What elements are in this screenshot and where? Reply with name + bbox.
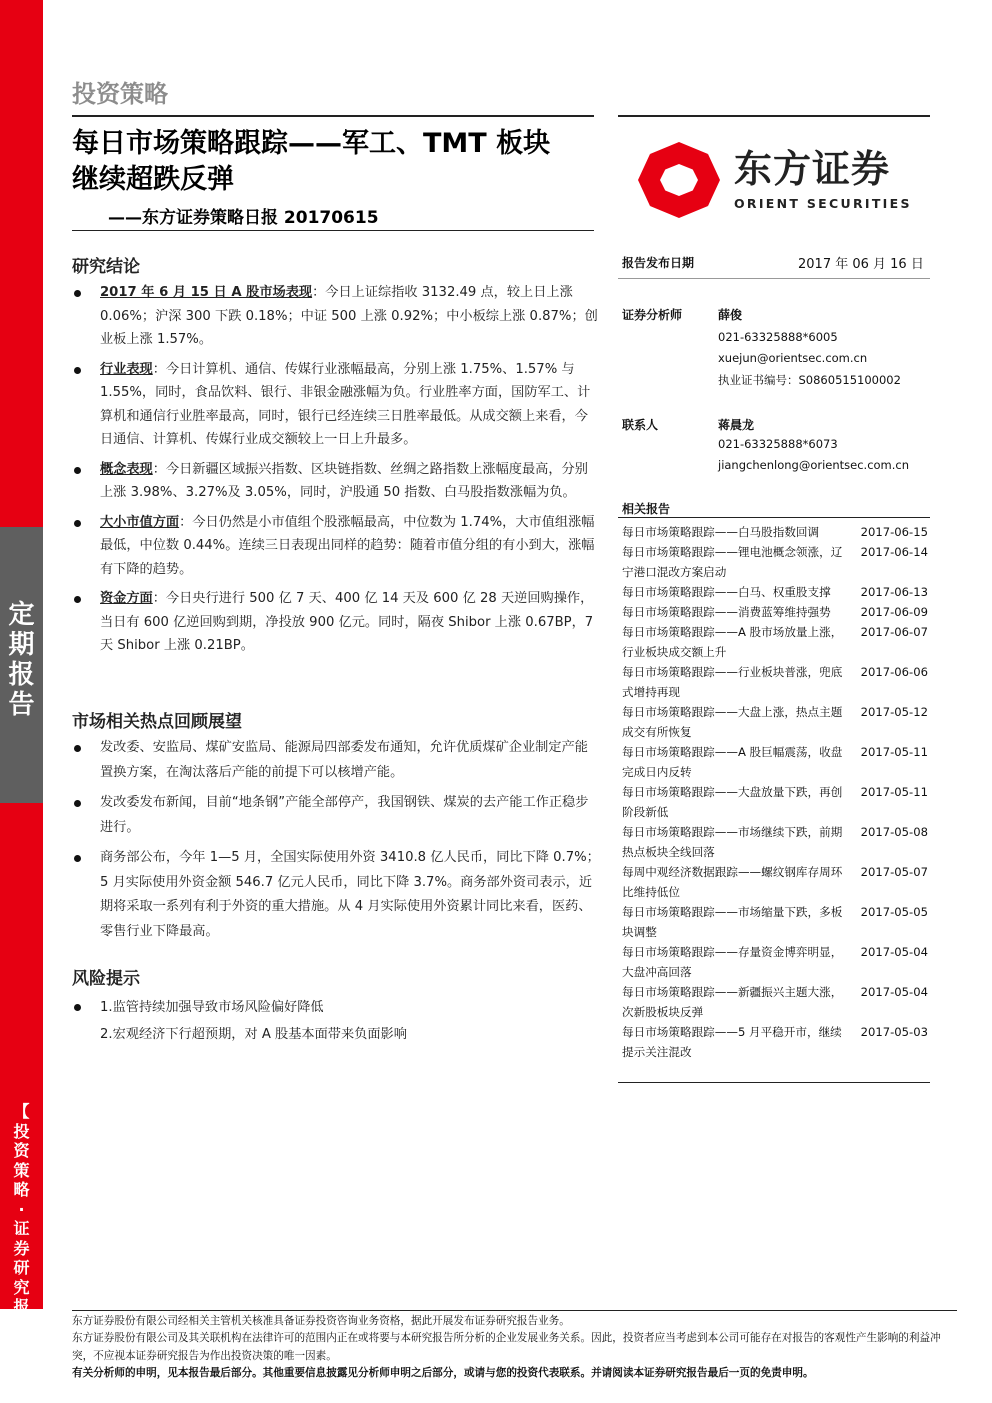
contact-email[interactable]: jiangchenlong@orientsec.com.cn <box>718 458 910 472</box>
logo-chinese-name: 东方证券 <box>734 147 891 191</box>
header-rule-right <box>618 115 930 117</box>
related-report-title: 每日市场策略跟踪——白马股指数回调 <box>622 525 820 539</box>
related-report-title: 每日市场策略跟踪——市场继续下跌，前期热点板块全线回落 <box>622 825 843 859</box>
conclusion-item <box>72 587 600 658</box>
related-report-title: 每日市场策略跟踪——大盘上涨，热点主题成交有所恢复 <box>622 705 843 739</box>
report-category: 投资策略 <box>72 80 168 108</box>
conclusion-item <box>72 458 600 505</box>
title-line-2: 继续超跌反弹 <box>72 164 234 195</box>
risk-item: 2.宏观经济下行超预期，对 A 股基本面带来负面影响 <box>100 1027 407 1042</box>
related-report-date: 2017-06-07 <box>860 625 928 639</box>
bullet-icon <box>74 800 81 807</box>
related-report-title: 每日市场策略跟踪——新疆振兴主题大涨，次新股板块反弹 <box>622 985 843 1019</box>
conclusion-item <box>72 281 600 352</box>
analyst-cert: 执业证书编号：S0860515100002 <box>718 373 901 387</box>
conclusion-item <box>72 358 600 452</box>
conclusion-text: ：今日仍然是小市值组个股涨幅最高，中位数为 1.74%，大市值组涨幅最低，中位数 0.44%。连续三日表现出同样的趋势：随着市值分组的有小到大，涨幅有下降的趋势。 <box>100 514 595 577</box>
logo-mark-icon <box>636 140 722 220</box>
bullet-icon <box>74 367 81 374</box>
disclaimer-line-2: 东方证券股份有限公司及其关联机构在法律许可的范围内正在或将要与本研究报告所分析的企业发展业务关系。因此，投资者应当考虑到本公司可能存在对报告的客观性产生影响的利益冲突，不应视本证券研究报告为作出投资决策的唯一因素。 <box>72 1332 941 1362</box>
conclusion-item <box>72 511 600 582</box>
risks-heading: 风险提示 <box>72 969 140 989</box>
hotspot-text: 发改委、安监局、煤矿安监局、能源局四部委发布通知，允许优质煤矿企业制定产能置换方案，在淘汰落后产能的前提下可以核增产能。 <box>100 740 588 780</box>
bullet-icon <box>74 596 81 603</box>
related-report-date: 2017-05-04 <box>860 945 928 959</box>
related-report-date: 2017-06-09 <box>860 605 928 619</box>
conclusion-text: ：今日新疆区域振兴指数、区块链指数、丝绸之路指数上涨幅度最高，分别上涨 3.98%、3.27%及 3.05%，同时，沪股通 50 指数、白马股指数涨幅为负。 <box>100 461 588 500</box>
bullet-icon <box>74 745 81 752</box>
related-report-item[interactable] <box>622 1022 930 1062</box>
sidebar-red-top <box>0 0 43 527</box>
related-report-item[interactable] <box>622 702 930 742</box>
related-report-item[interactable] <box>622 662 930 702</box>
hotspot-item <box>72 791 600 840</box>
related-report-item[interactable] <box>622 862 930 902</box>
footer-rule <box>72 1310 957 1311</box>
related-report-item[interactable] <box>622 742 930 782</box>
related-report-item[interactable] <box>622 522 930 542</box>
related-reports-list <box>622 522 930 1062</box>
sidebar-report-type-label: 定 期 报 告 <box>8 600 35 720</box>
conclusions-heading: 研究结论 <box>72 257 140 277</box>
related-report-title: 每日市场策略跟踪——A 股市场放量上涨，行业板块成交额上升 <box>622 625 843 659</box>
related-report-date: 2017-06-15 <box>860 525 928 539</box>
contact-phone: 021-63325888*6073 <box>718 437 838 451</box>
related-heading: 相关报告 <box>622 502 671 516</box>
analyst-phone: 021-63325888*6005 <box>718 330 838 344</box>
bullet-icon <box>74 855 81 862</box>
related-report-item[interactable] <box>622 582 930 602</box>
risk-item: 1.监管持续加强导致市场风险偏好降低 <box>72 994 600 1021</box>
conclusion-keyword: 资金方面 <box>100 591 153 606</box>
bullet-icon <box>74 467 81 474</box>
related-report-title: 每日市场策略跟踪——5 月平稳开市，继续提示关注混改 <box>622 1025 842 1059</box>
company-logo <box>636 140 926 220</box>
conclusion-text: ：今日央行进行 500 亿 7 天、400 亿 14 天及 600 亿 28 天逆回购操作，当日有 600 亿逆回购到期，净投放 900 亿元。同时，隔夜 Shibor 上涨 0.67BP，7 天 Shibor 上涨 0.21BP。 <box>100 591 594 653</box>
analyst-name: 薛俊 <box>718 308 743 322</box>
related-report-date: 2017-05-03 <box>860 1025 928 1039</box>
page-title <box>72 126 602 198</box>
related-report-date: 2017-05-12 <box>860 705 928 719</box>
title-line-1: 每日市场策略跟踪——军工、TMT 板块 <box>72 128 551 159</box>
related-report-title: 每日市场策略跟踪——A 股巨幅震荡，收盘完成日内反转 <box>622 745 843 779</box>
conclusions-list <box>72 281 600 664</box>
related-report-item[interactable] <box>622 782 930 822</box>
logo-english-name: ORIENT SECURITIES <box>734 196 912 211</box>
related-report-item[interactable] <box>622 942 930 982</box>
related-report-title: 每日市场策略跟踪——存量资金博弈明显，大盘冲高回落 <box>622 945 843 979</box>
pub-date: 2017 年 06 月 16 日 <box>798 257 924 272</box>
related-report-date: 2017-05-11 <box>860 785 928 799</box>
sidebar-report-category-label: 【 投 资 策 略 · 证 券 研 究 报 告 】 <box>13 1102 30 1355</box>
conclusion-keyword: 2017 年 6 月 15 日 A 股市场表现 <box>100 285 313 300</box>
related-report-title: 每日市场策略跟踪——大盘放量下跌，再创阶段新低 <box>622 785 843 819</box>
analyst-email[interactable]: xuejun@orientsec.com.cn <box>718 351 868 365</box>
hotspot-item <box>72 846 600 944</box>
conclusion-keyword: 大小市值方面 <box>100 514 180 530</box>
hotspots-heading: 市场相关热点回顾展望 <box>72 712 242 732</box>
related-report-title: 每日市场策略跟踪——锂电池概念领涨，辽宁港口混改方案启动 <box>622 545 843 579</box>
related-report-date: 2017-05-08 <box>860 825 928 839</box>
related-report-item[interactable] <box>622 822 930 862</box>
related-report-title: 每日市场策略跟踪——市场缩量下跌，多板块调整 <box>622 905 843 939</box>
disclaimer <box>72 1313 957 1383</box>
pub-date-label: 报告发布日期 <box>622 256 695 270</box>
related-rule-bottom <box>618 1082 930 1083</box>
related-report-date: 2017-05-07 <box>860 865 928 879</box>
contact-name: 蒋晨龙 <box>718 418 755 432</box>
disclaimer-line-1: 东方证券股份有限公司经相关主管机关核准具备证券投资咨询业务资格，据此开展发布证券研究报告业务。 <box>72 1315 570 1327</box>
related-report-title: 每日市场策略跟踪——消费蓝筹维持强势 <box>622 605 831 619</box>
bullet-icon <box>74 290 81 297</box>
page-subtitle: ——东方证券策略日报 20170615 <box>108 208 379 228</box>
risks-list <box>72 994 600 1048</box>
info-rule <box>618 278 930 279</box>
related-report-date: 2017-06-13 <box>860 585 928 599</box>
bullet-icon <box>74 520 81 527</box>
conclusion-keyword: 概念表现 <box>100 461 153 477</box>
related-report-date: 2017-06-14 <box>860 545 928 559</box>
bullet-icon <box>74 1004 81 1011</box>
related-report-item[interactable] <box>622 622 930 662</box>
disclaimer-line-3: 有关分析师的申明，见本报告最后部分。其他重要信息披露见分析师申明之后部分，或请与您的投资代表联系。并请阅读本证券研究报告最后一页的免责申明。 <box>72 1367 814 1380</box>
related-report-item[interactable] <box>622 542 930 582</box>
related-rule-top <box>618 517 930 518</box>
title-rule <box>72 230 594 231</box>
hotspot-item <box>72 736 600 785</box>
related-report-item[interactable] <box>622 982 930 1022</box>
contact-label: 联系人 <box>622 418 659 432</box>
related-report-date: 2017-05-04 <box>860 985 928 999</box>
conclusion-text: ：今日上证综指收 3132.49 点，较上日上涨 0.06%；沪深 300 下跌 0.18%；中证 500 上涨 0.92%；中小板综上涨 0.87%；创业板上涨 1.57%。 <box>100 285 598 347</box>
related-report-date: 2017-05-11 <box>860 745 928 759</box>
related-report-item[interactable] <box>622 902 930 942</box>
hotspot-text: 发改委发布新闻，目前“地条钢”产能全部停产，我国钢铁、煤炭的去产能工作正稳步进行。 <box>100 795 589 835</box>
related-report-title: 每日市场策略跟踪——行业板块普涨，兜底式增持再现 <box>622 665 843 699</box>
related-report-title: 每日市场策略跟踪——白马、权重股支撑 <box>622 585 831 599</box>
hotspot-text: 商务部公布，今年 1—5 月，全国实际使用外资 3410.8 亿人民币，同比下降 0.7%；5 月实际使用外资金额 546.7 亿元人民币，同比下降 3.7%。商务部外资司表示，近期将采取一系列有利于外资的重大措施。从 4 月实际使用外资累计同比来看，医药、零售行业下降最高。 <box>100 850 600 939</box>
related-report-item[interactable] <box>622 602 930 622</box>
conclusion-text: ：今日计算机、通信、传媒行业涨幅最高，分别上涨 1.75%、1.57% 与 1.55%，同时，食品饮料、银行、非银金融涨幅为负。行业胜率方面，国防军工、计算机和通信行业胜率最高，同时，银行已经连续三日胜率最低。从成交额上来看，今日通信、计算机、传媒行业成交额较上一日上升最多。 <box>100 361 591 447</box>
related-report-title: 每周中观经济数据跟踪——螺纹钢库存周环比维持低位 <box>622 865 843 899</box>
hotspots-list <box>72 736 600 950</box>
related-report-date: 2017-06-06 <box>860 665 928 679</box>
analyst-label: 证券分析师 <box>622 308 683 322</box>
related-report-date: 2017-05-05 <box>860 905 928 919</box>
conclusion-keyword: 行业表现 <box>100 361 153 377</box>
header-rule-left <box>72 115 594 117</box>
